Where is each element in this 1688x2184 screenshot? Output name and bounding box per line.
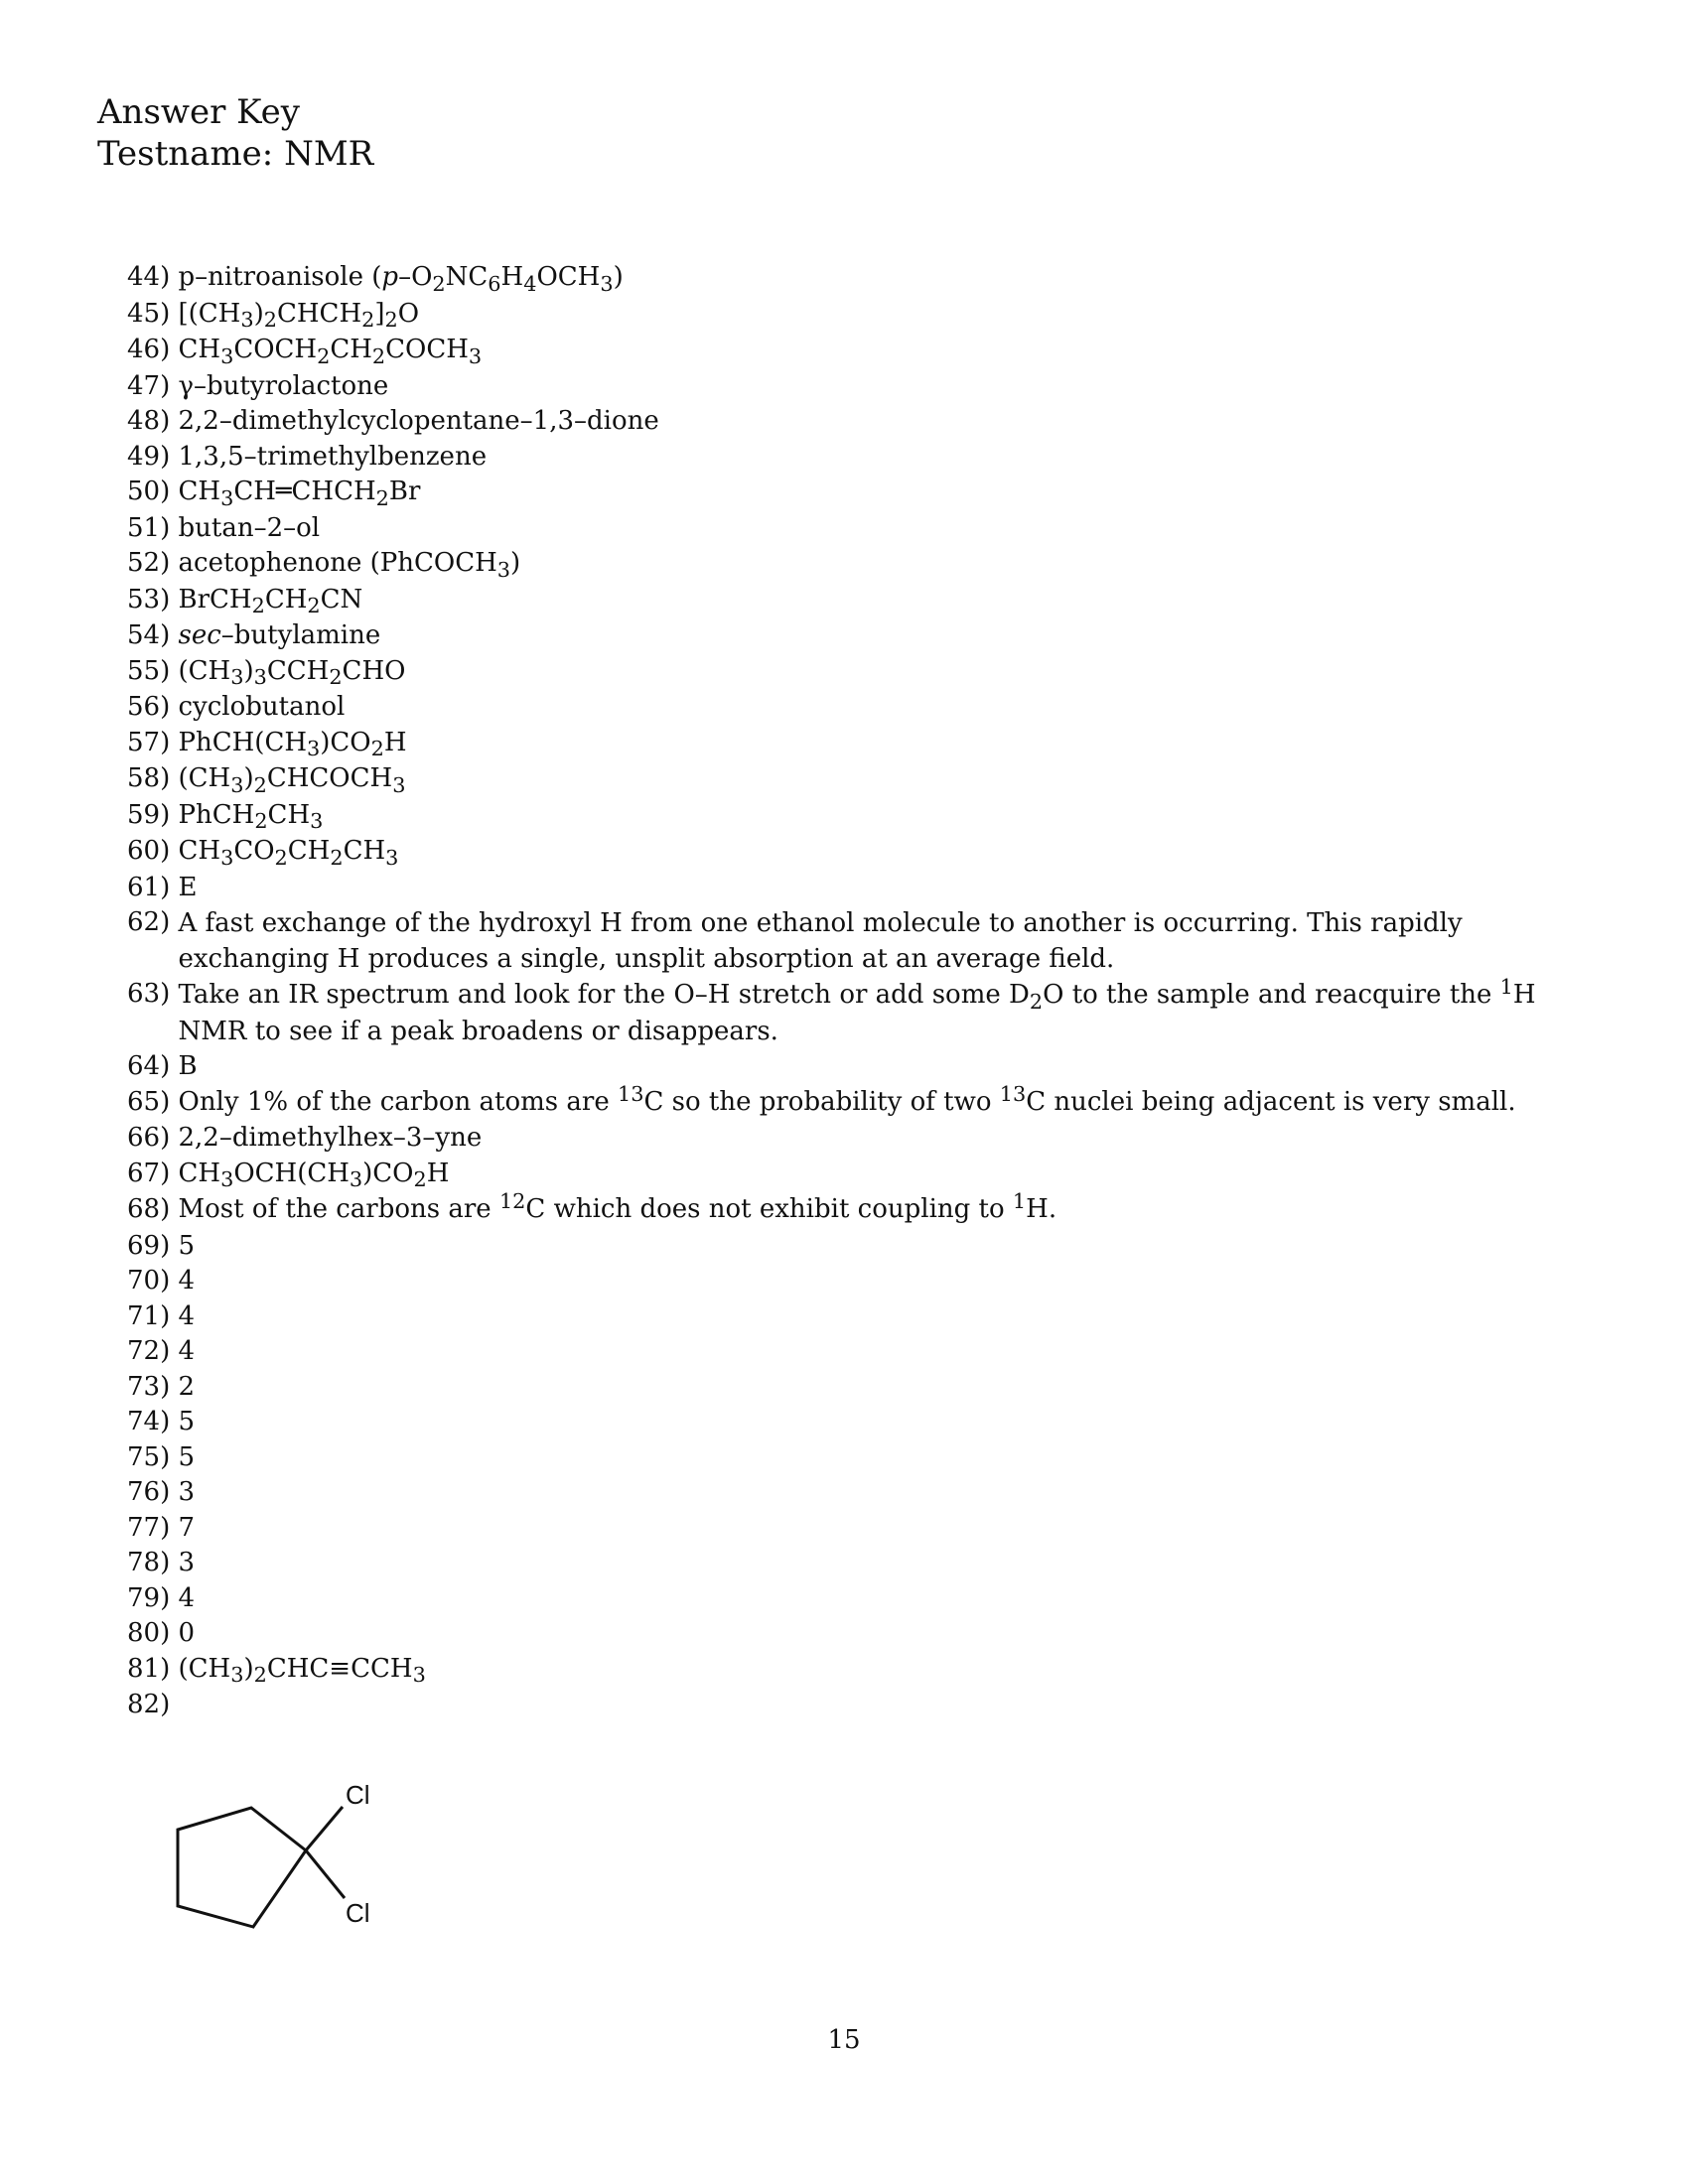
answer-item — [127, 1652, 1577, 1689]
subscript: 2 — [251, 594, 265, 618]
answer-text-run: H — [500, 262, 524, 292]
answer-text-run: CHC≡CCH — [266, 1653, 413, 1684]
answer-text-run: butan–2–ol — [178, 512, 321, 543]
answer-text-run: C nuclei being adjacent is very small. — [1026, 1086, 1516, 1117]
answer-text — [179, 690, 1578, 726]
answer-text — [179, 1264, 1578, 1299]
answer-number: 69) — [127, 1230, 179, 1261]
subscript: 3 — [385, 845, 399, 870]
answer-number: 71) — [127, 1300, 179, 1331]
subscript: 3 — [310, 809, 324, 834]
answer-item — [127, 1189, 1577, 1229]
answer-item — [127, 1440, 1577, 1476]
subscript: 6 — [488, 271, 501, 296]
answer-item — [127, 798, 1577, 835]
chlorine-label-bottom: Cl — [346, 1898, 370, 1928]
answer-number: 72) — [127, 1336, 179, 1366]
answer-text-run: sec — [178, 620, 221, 650]
answer-item — [127, 1299, 1577, 1335]
answer-text-run: ) — [243, 1653, 254, 1684]
answer-item — [127, 1475, 1577, 1511]
answer-text-run: 5 — [178, 1407, 196, 1436]
answer-number: 66) — [127, 1123, 179, 1153]
answer-item — [127, 1157, 1577, 1193]
answer-item — [127, 1121, 1577, 1157]
answer-item — [127, 260, 1577, 297]
answer-item — [127, 905, 1577, 977]
answer-number: 75) — [127, 1441, 179, 1472]
superscript: 13 — [999, 1081, 1027, 1106]
subscript: 4 — [523, 271, 537, 296]
answer-item — [127, 871, 1577, 906]
document-header — [97, 91, 373, 175]
bond-top — [306, 1807, 343, 1850]
answer-text-run: CHCOCH — [266, 763, 393, 793]
subscript: 2 — [384, 308, 398, 333]
answer-text — [179, 297, 1578, 334]
answer-number: 78) — [127, 1548, 179, 1577]
answer-text — [179, 369, 1578, 405]
answer-text-run: CHO — [342, 655, 406, 686]
answer-number: 73) — [127, 1371, 179, 1402]
answer-text — [179, 1440, 1578, 1476]
answer-text-run: CH — [264, 584, 308, 614]
page-number: 15 — [827, 2025, 861, 2055]
answer-text-run: γ–butyrolactone — [178, 370, 389, 401]
answer-text — [179, 798, 1578, 835]
answer-text-run: CH — [178, 1158, 221, 1188]
answer-number: 48) — [127, 406, 179, 436]
answer-text-run: (CH — [178, 763, 231, 793]
subscript: 2 — [370, 737, 384, 761]
answer-number: 55) — [127, 655, 179, 686]
answer-text — [179, 1475, 1578, 1511]
answer-text — [179, 618, 1578, 654]
answer-text — [179, 1121, 1578, 1157]
answer-text — [179, 1157, 1578, 1193]
answer-text-run: CH — [330, 335, 372, 364]
answer-text — [179, 905, 1578, 977]
answer-text-run: 2,2–dimethylcyclopentane–1,3–dione — [178, 406, 659, 436]
header-title: Answer Key — [97, 92, 300, 132]
answer-text-run: COCH — [385, 335, 469, 364]
answer-number: 51) — [127, 512, 179, 543]
answer-text — [179, 1299, 1578, 1335]
answer-item — [127, 475, 1577, 511]
answer-text — [179, 977, 1578, 1049]
subscript: 2 — [361, 308, 375, 333]
answer-item — [127, 618, 1577, 654]
answer-text-run: OCH(CH — [233, 1158, 350, 1188]
answer-text-run: (CH — [178, 655, 231, 686]
answer-item — [127, 1405, 1577, 1440]
answer-text-run: acetophenone (PhCOCH — [178, 548, 497, 578]
answer-item — [127, 977, 1577, 1049]
answer-text-run: Take an IR spectrum and look for the O–H stretch or add some D — [178, 980, 1030, 1010]
subscript: 3 — [468, 343, 483, 368]
answer-number: 56) — [127, 692, 179, 722]
answer-text — [179, 834, 1578, 871]
answer-text-run: 2,2–dimethylhex–3–yne — [178, 1123, 483, 1153]
answer-text-run: CH — [287, 836, 331, 866]
dichlorocyclopentane-structure — [164, 1775, 402, 1944]
answer-text — [179, 1511, 1578, 1547]
answer-item — [127, 726, 1577, 762]
answer-text-run: COCH — [233, 335, 318, 364]
subscript: 3 — [220, 845, 234, 870]
answer-text — [179, 440, 1578, 476]
answer-number: 62) — [127, 907, 179, 937]
subscript: 3 — [240, 308, 254, 333]
answer-item — [127, 369, 1577, 405]
answer-text-run: NC — [445, 262, 489, 292]
subscript: 3 — [220, 343, 234, 368]
subscript: 3 — [600, 271, 614, 296]
answer-text-run: H. — [1026, 1194, 1057, 1224]
subscript: 3 — [220, 1167, 234, 1192]
answer-item — [127, 404, 1577, 440]
answer-text-run: 3 — [178, 1548, 196, 1577]
answer-text — [179, 475, 1578, 511]
answer-text-run: ) — [243, 763, 254, 793]
answer-number: 52) — [127, 548, 179, 578]
answer-text-run: )CO — [362, 1158, 414, 1188]
subscript: 2 — [432, 271, 446, 296]
answer-item — [127, 761, 1577, 798]
subscript: 3 — [220, 485, 234, 510]
answer-text — [179, 1616, 1578, 1652]
answer-text-run: 3 — [178, 1477, 196, 1507]
answer-item — [127, 297, 1577, 334]
answer-item — [127, 654, 1577, 691]
answer-number: 80) — [127, 1618, 179, 1648]
answer-text-run: C which does not exhibit coupling to — [525, 1194, 1013, 1224]
superscript: 12 — [498, 1189, 526, 1214]
answer-number: 74) — [127, 1407, 179, 1436]
answer-text-run: Most of the carbons are — [178, 1194, 499, 1224]
answer-text-run: (CH — [178, 1653, 231, 1684]
answer-text — [179, 583, 1578, 619]
superscript: 13 — [617, 1081, 644, 1106]
answer-item — [127, 1688, 1577, 1723]
answer-item — [127, 1581, 1577, 1617]
answer-text-run: CHCH — [276, 298, 362, 329]
answer-number: 61) — [127, 872, 179, 902]
answer-text-run: Br — [388, 477, 421, 506]
answer-text-run: C so the probability of two — [643, 1086, 1000, 1117]
answer-text-run: B — [178, 1051, 198, 1081]
answer-text-run: CO — [233, 836, 275, 866]
answer-text-run: OCH — [536, 262, 601, 292]
subscript: 3 — [230, 665, 244, 690]
answer-text — [179, 726, 1578, 762]
answer-text-run: –O — [398, 262, 433, 292]
superscript: 1 — [1499, 975, 1513, 1000]
answer-text-run: 1,3,5–trimethylbenzene — [178, 441, 488, 472]
answer-item — [127, 1081, 1577, 1122]
answer-text-run: 4 — [178, 1336, 196, 1366]
answer-text-run: PhCH — [178, 799, 255, 830]
answer-text — [179, 511, 1578, 547]
answer-text — [179, 1546, 1578, 1581]
subscript: 2 — [253, 1663, 267, 1688]
answer-text — [179, 1652, 1578, 1689]
answer-text-run: 2 — [178, 1371, 196, 1402]
answer-text-run: )CO — [320, 727, 371, 757]
answer-number: 59) — [127, 799, 179, 830]
answer-number: 76) — [127, 1477, 179, 1507]
bond-bottom — [306, 1850, 345, 1898]
answer-number: 57) — [127, 727, 179, 757]
subscript: 2 — [413, 1167, 427, 1192]
subscript: 2 — [1029, 989, 1044, 1014]
answer-item — [127, 1370, 1577, 1406]
answer-number: 81) — [127, 1653, 179, 1684]
answer-number: 68) — [127, 1194, 179, 1224]
answer-item — [127, 583, 1577, 619]
answer-text-run: p — [381, 262, 399, 292]
answer-text — [179, 1229, 1578, 1265]
answer-text-run: H — [383, 727, 407, 757]
answer-number: 82) — [127, 1690, 179, 1719]
answer-text-run: PhCH(CH — [178, 727, 308, 757]
answer-item — [127, 1511, 1577, 1547]
answer-number: 58) — [127, 763, 179, 793]
header-testname: Testname: NMR — [97, 134, 374, 174]
subscript: 3 — [412, 1663, 426, 1688]
answer-text — [179, 333, 1578, 369]
answer-item — [127, 690, 1577, 726]
subscript: 3 — [230, 1663, 244, 1688]
answer-text-run: CCH — [266, 655, 330, 686]
subscript: 3 — [496, 557, 511, 582]
subscript: 3 — [392, 772, 406, 797]
answer-text — [178, 1189, 1578, 1229]
answer-item — [127, 1049, 1577, 1085]
answer-text-run: ] — [374, 298, 385, 329]
subscript: 3 — [349, 1167, 363, 1192]
answer-text-run: CH — [178, 836, 221, 866]
answer-text-run: CH — [178, 335, 221, 364]
answer-text-run: –butylamine — [220, 620, 381, 650]
subscript: 3 — [253, 665, 267, 690]
answer-list — [127, 260, 1577, 1723]
subscript: 2 — [307, 594, 321, 618]
answer-text-run: 5 — [178, 1230, 196, 1261]
subscript: 2 — [253, 772, 267, 797]
answer-number: 49) — [127, 441, 179, 472]
answer-number: 70) — [127, 1266, 179, 1296]
subscript: 2 — [329, 665, 343, 690]
answer-number: 63) — [127, 979, 179, 1009]
answer-text-run: 4 — [178, 1266, 196, 1296]
answer-item — [127, 511, 1577, 547]
answer-text-run: ) — [613, 262, 624, 292]
answer-text-run: p–nitroanisole ( — [178, 262, 382, 292]
answer-number: 79) — [127, 1582, 179, 1613]
answer-number: 65) — [127, 1086, 179, 1117]
answer-text-run: Only 1% of the carbon atoms are — [178, 1086, 618, 1117]
answer-number: 47) — [127, 370, 179, 401]
subscript: 2 — [375, 485, 389, 510]
answer-text — [179, 654, 1578, 691]
answer-item — [127, 333, 1577, 369]
answer-text-run: O to the sample and reacquire the — [1043, 980, 1500, 1010]
answer-text-run: CH — [178, 477, 221, 506]
answer-item — [127, 1264, 1577, 1299]
answer-number: 44) — [127, 262, 179, 292]
cyclopentane-ring — [178, 1808, 306, 1927]
answer-item — [127, 1229, 1577, 1265]
subscript: 2 — [274, 845, 288, 870]
answer-text-run: CH — [267, 799, 311, 830]
answer-text-run: cyclobutanol — [178, 692, 346, 722]
answer-number: 54) — [127, 620, 179, 650]
answer-text — [179, 1049, 1578, 1085]
answer-text-run: H — [426, 1158, 450, 1188]
answer-text-run: BrCH — [178, 584, 252, 614]
answer-item — [127, 546, 1577, 583]
answer-number: 53) — [127, 584, 179, 614]
answer-text-run: CN — [320, 584, 363, 614]
answer-text — [179, 1581, 1578, 1617]
subscript: 2 — [371, 343, 386, 368]
answer-number: 46) — [127, 335, 179, 364]
subscript: 2 — [317, 343, 331, 368]
answer-text-run: CH═CHCH — [233, 477, 376, 506]
answer-text — [179, 1405, 1578, 1440]
answer-text — [179, 871, 1578, 906]
superscript: 1 — [1012, 1189, 1027, 1214]
answer-text-run: E — [178, 872, 198, 902]
answer-text-run: A fast exchange of the hydroxyl H from one ethanol molecule to another is occurring. This rapidly exchanging H produces a single, unsplit absorption at an average field. — [178, 908, 1463, 974]
subscript: 2 — [254, 809, 268, 834]
subscript: 3 — [307, 737, 321, 761]
answer-text-run: [(CH — [178, 298, 241, 329]
answer-text-run: 5 — [178, 1441, 196, 1472]
answer-text-run: O — [397, 298, 420, 329]
answer-item — [127, 834, 1577, 871]
answer-number: 64) — [127, 1051, 179, 1081]
answer-item — [127, 1546, 1577, 1581]
answer-item — [127, 1616, 1577, 1652]
answer-text — [179, 1370, 1578, 1406]
answer-text — [179, 260, 1578, 297]
answer-text — [179, 546, 1578, 583]
answer-text-run: 0 — [178, 1618, 196, 1648]
answer-text-run: CH — [343, 836, 386, 866]
answer-text-run: 4 — [178, 1300, 196, 1331]
answer-item — [127, 440, 1577, 476]
answer-text-run: ) — [253, 298, 264, 329]
chlorine-label-top: Cl — [346, 1780, 370, 1810]
answer-number: 77) — [127, 1512, 179, 1543]
answer-number: 60) — [127, 836, 179, 866]
answer-text — [179, 404, 1578, 440]
answer-text-run: H NMR to see if a peak broadens or disappears. — [178, 980, 1536, 1046]
answer-text-run: 7 — [178, 1512, 196, 1543]
subscript: 3 — [230, 772, 244, 797]
answer-item — [127, 1334, 1577, 1370]
answer-text — [178, 1081, 1578, 1122]
answer-number: 45) — [127, 298, 179, 329]
answer-text-run: ) — [510, 548, 521, 578]
subscript: 2 — [330, 845, 344, 870]
answer-number: 67) — [127, 1158, 179, 1188]
answer-text — [179, 761, 1578, 798]
answer-text — [179, 1334, 1578, 1370]
answer-text-run: 4 — [178, 1582, 196, 1613]
subscript: 2 — [263, 308, 277, 333]
answer-text-run: ) — [243, 655, 254, 686]
answer-number: 50) — [127, 477, 179, 506]
